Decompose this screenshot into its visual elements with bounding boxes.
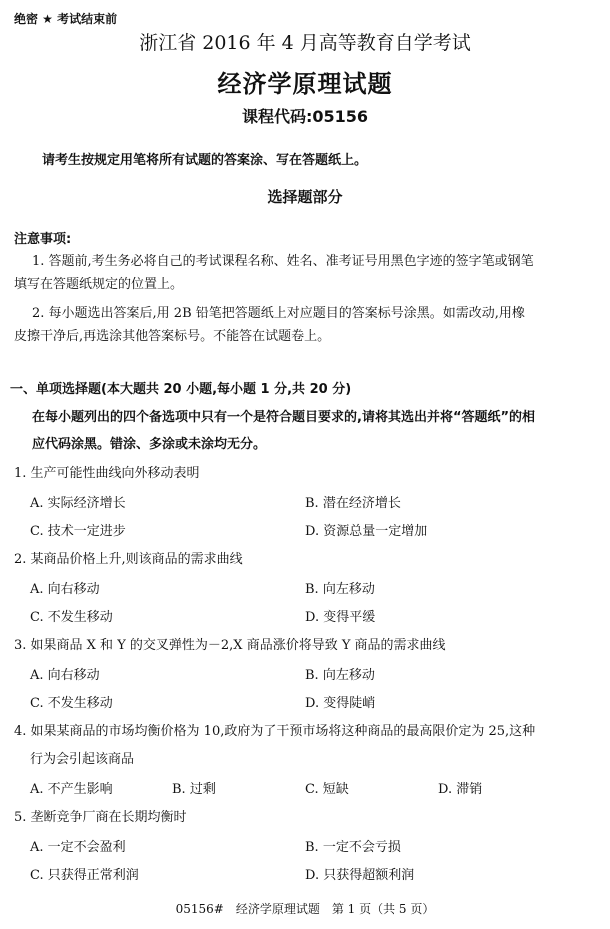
- question-2-option-a: A. 向右移动: [30, 582, 100, 597]
- question-5-option-c: C. 只获得正常利润: [30, 868, 139, 883]
- question-3-option-c: C. 不发生移动: [30, 696, 113, 711]
- course-code: 课程代码:05156: [241, 107, 369, 126]
- exam-title: 浙江省 2016 年 4 月高等教育自学考试: [139, 32, 471, 54]
- section-heading: 一、单项选择题(本大题共 20 小题,每小题 1 分,共 20 分): [10, 382, 352, 397]
- question-1-stem: 1. 生产可能性曲线向外移动表明: [14, 466, 200, 481]
- section-desc-line-2: 应代码涂黑。错涂、多涂或未涂均无分。: [32, 437, 267, 452]
- page-footer: 05156# 经济学原理试题 第 1 页（共 5 页）: [175, 902, 435, 916]
- question-2-option-d: D. 变得平缓: [305, 610, 376, 625]
- note-2-line-2: 皮擦干净后,再选涂其他答案标号。不能答在试题卷上。: [14, 329, 331, 344]
- question-1-option-d: D. 资源总量一定增加: [305, 524, 428, 539]
- question-5-option-d: D. 只获得超额利润: [305, 868, 415, 883]
- part-title: 选择题部分: [267, 188, 343, 206]
- question-2-stem: 2. 某商品价格上升,则该商品的需求曲线: [14, 552, 243, 567]
- instruction: 请考生按规定用笔将所有试题的答案涂、写在答题纸上。: [42, 153, 368, 168]
- question-4-option-a: A. 不产生影响: [30, 782, 113, 797]
- note-1-line-1: 1. 答题前,考生务必将自己的考试课程名称、姓名、准考证号用黑色字迹的签字笔或钢笔: [32, 254, 534, 269]
- question-1-option-a: A. 实际经济增长: [30, 496, 126, 511]
- question-4-option-d: D. 滞销: [438, 782, 483, 797]
- question-4-stem-line-1: 4. 如果某商品的市场均衡价格为 10,政府为了干预市场将这种商品的最高限价定为 25,这种: [14, 724, 536, 739]
- notes-heading: 注意事项:: [14, 232, 72, 247]
- question-5-option-a: A. 一定不会盈利: [30, 840, 126, 855]
- note-1-line-2: 填写在答题纸规定的位置上。: [14, 277, 184, 292]
- question-2-option-c: C. 不发生移动: [30, 610, 113, 625]
- question-5-stem: 5. 垄断竞争厂商在长期均衡时: [14, 810, 187, 825]
- question-5-option-b: B. 一定不会亏损: [305, 840, 401, 855]
- question-2-option-b: B. 向左移动: [305, 582, 375, 597]
- section-desc-line-1: 在每小题列出的四个备选项中只有一个是符合题目要求的,请将其选出并将“答题纸”的相: [32, 410, 536, 425]
- question-3-option-b: B. 向左移动: [305, 668, 375, 683]
- question-3-stem: 3. 如果商品 X 和 Y 的交叉弹性为－2,X 商品涨价将导致 Y 商品的需求曲线: [14, 638, 446, 653]
- question-1-option-b: B. 潜在经济增长: [305, 496, 401, 511]
- question-4-option-b: B. 过剩: [172, 782, 216, 797]
- question-4-stem-line-2: 行为会引起该商品: [30, 752, 135, 767]
- confidential-label: 绝密 ★ 考试结束前: [14, 12, 118, 26]
- question-3-option-a: A. 向右移动: [30, 668, 100, 683]
- question-1-option-c: C. 技术一定进步: [30, 524, 126, 539]
- question-4-option-c: C. 短缺: [305, 782, 349, 797]
- question-3-option-d: D. 变得陡峭: [305, 696, 376, 711]
- paper-title: 经济学原理试题: [217, 69, 393, 98]
- note-2-line-1: 2. 每小题选出答案后,用 2B 铅笔把答题纸上对应题目的答案标号涂黑。如需改动,用橡: [32, 306, 525, 321]
